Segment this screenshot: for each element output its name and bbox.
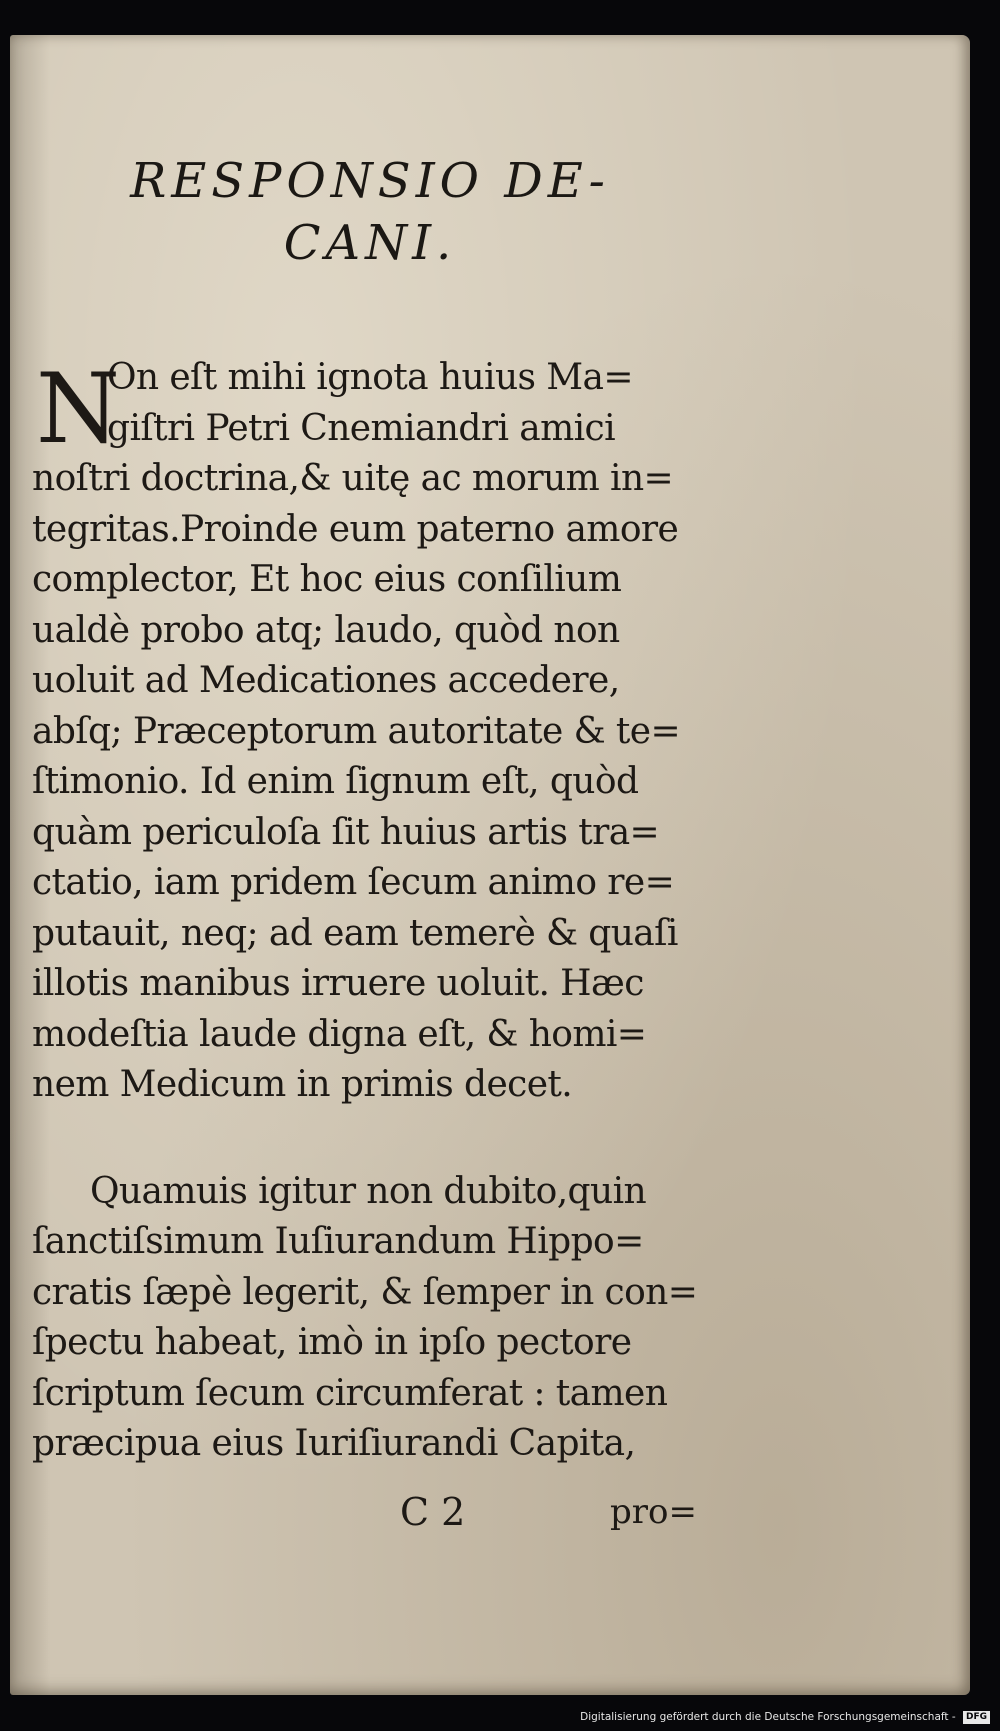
- heading-line-1: RESPONSIO DE-: [130, 153, 610, 209]
- book-page: [10, 35, 970, 1695]
- text-line: præcipua eius Iuriſiurandi Capita,: [32, 1423, 636, 1464]
- text-line: ſcriptum ſecum circumferat : tamen: [32, 1372, 668, 1414]
- text-line: complector, Et hoc eius conſilium: [32, 559, 622, 600]
- paragraph-2: [32, 1167, 717, 1470]
- heading-line-2: CANI.: [283, 215, 457, 271]
- page-heading: [70, 150, 670, 274]
- text-line: uoluit ad Medicationes accedere,: [32, 660, 620, 701]
- signature-mark: C 2: [400, 1490, 466, 1534]
- body-text: [32, 353, 717, 1470]
- text-line: ſtimonio. Id enim ſignum eſt, quòd: [32, 761, 639, 802]
- text-line: ſanctiſsimum Iuſiurandum Hippo=: [32, 1221, 644, 1262]
- text-line: ſpectu habeat, imò in ipſo pectore: [32, 1322, 632, 1363]
- text-line: giſtri Petri Cnemiandri amici: [107, 407, 615, 449]
- text-line: illotis manibus irruere uoluit. Hæc: [32, 963, 644, 1004]
- text-line: modeſtia laude digna eſt, & homi=: [32, 1013, 647, 1055]
- digitization-credit: [580, 1709, 990, 1725]
- text-line: tegritas.Proinde eum paterno amore: [32, 508, 679, 550]
- dfg-logo: DFG: [963, 1711, 990, 1724]
- text-line: ctatio, iam pridem ſecum animo re=: [32, 862, 675, 903]
- credit-text: Digitalisierung gefördert durch die Deutsche Forschungsgemeinschaft -: [580, 1711, 956, 1723]
- drop-cap-initial: N: [36, 353, 120, 465]
- text-line: abſq; Præceptorum autoritate & te=: [32, 710, 681, 752]
- catchword: pro=: [610, 1492, 697, 1532]
- text-line: On eſt mihi ignota huius Ma=: [107, 357, 633, 398]
- text-line: cratis ſæpè legerit, & ſemper in con=: [32, 1271, 698, 1313]
- page-foot: [400, 1490, 720, 1550]
- text-line: noſtri doctrina,& uitę ac morum in=: [32, 458, 674, 499]
- text-line: nem Medicum in primis decet.: [32, 1064, 573, 1105]
- text-line: ualdè probo atq; laudo, quòd non: [32, 609, 620, 651]
- text-line: Quamuis igitur non dubito,quin: [90, 1170, 647, 1212]
- text-line: putauit, neq; ad eam temerè & quaſi: [32, 912, 678, 954]
- paragraph-1: [32, 353, 717, 1111]
- text-line: quàm periculoſa ſit huius artis tra=: [32, 811, 660, 853]
